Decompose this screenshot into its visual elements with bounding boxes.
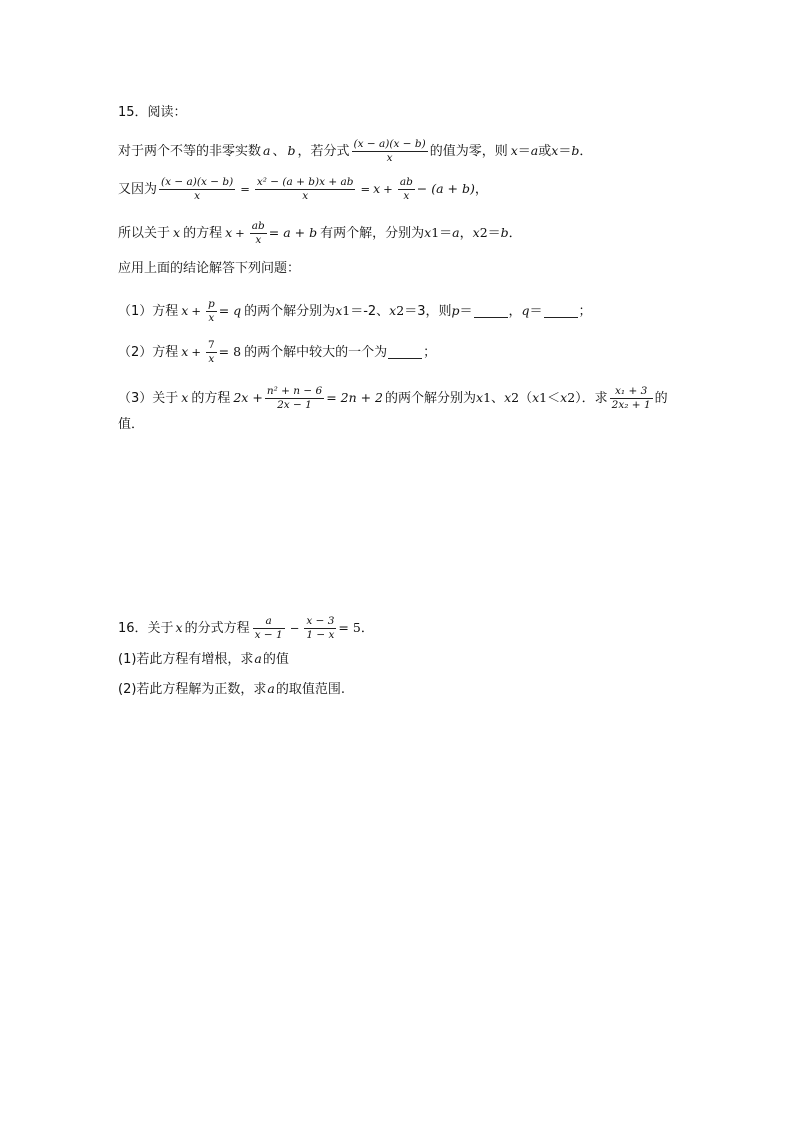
fraction <box>159 176 235 203</box>
plus-sign: + <box>383 181 393 196</box>
fraction <box>206 339 217 366</box>
expression: = 5 <box>338 620 361 636</box>
part-label: （3）关于 <box>118 391 179 407</box>
fraction-numerator: (x − a)(x − b) <box>161 176 234 188</box>
fraction-denominator: 2x₂ + 1 <box>611 399 651 412</box>
var-b: b <box>287 143 296 159</box>
var-x: x <box>532 390 540 406</box>
fraction-denominator: x <box>403 190 410 203</box>
text: 的两个解中较大的一个为 <box>244 345 388 361</box>
fraction-denominator: 2x − 1 <box>277 399 312 412</box>
text: 应用上面的结论解答下列问题： <box>118 261 301 276</box>
var-x: x <box>510 143 518 159</box>
subscript: 1 <box>483 390 492 406</box>
text: ）．求 <box>575 391 608 407</box>
text: 的两个解分别为 <box>244 304 336 320</box>
var-x: x <box>476 390 484 406</box>
q15-line3 <box>118 220 794 247</box>
fraction <box>253 615 285 642</box>
expression: 2x + <box>233 390 263 406</box>
fraction-denominator: x <box>208 353 215 366</box>
fraction <box>304 615 336 642</box>
text: 所以关于 <box>118 226 171 242</box>
text: ＝ <box>459 304 473 320</box>
answer-blank-p[interactable] <box>474 305 508 318</box>
text: ； <box>578 304 592 320</box>
plus-sign: + <box>191 303 201 318</box>
fraction <box>250 220 267 247</box>
text: 的取值范围. <box>275 682 346 697</box>
subscript: 1 <box>539 390 548 406</box>
q16-title: 16．关于 <box>118 621 174 637</box>
var-a: a <box>452 225 460 241</box>
fraction-numerator: ab <box>399 176 413 188</box>
q16-sub2 <box>118 683 794 696</box>
var-x: x <box>173 225 181 241</box>
var-x: x <box>424 225 432 241</box>
text: ； <box>423 345 437 361</box>
text: 或 <box>538 144 552 160</box>
q15-title-line <box>118 106 794 119</box>
text: (1)若此方程有增根，求 <box>118 652 254 667</box>
expression: = 8 <box>218 344 242 360</box>
var-a: a <box>267 681 275 697</box>
var-a: a <box>254 651 262 667</box>
subscript: 2 <box>396 303 405 319</box>
fraction <box>206 298 217 325</box>
fraction <box>398 176 415 203</box>
q16-line <box>118 615 794 642</box>
var-x: x <box>181 344 189 360</box>
text: ＝-2、 <box>350 304 390 320</box>
fraction-denominator: x <box>255 234 262 247</box>
fraction <box>255 176 356 203</box>
text: 又因为 <box>118 182 158 198</box>
text: ＝ <box>529 304 543 320</box>
var-b: b <box>571 143 580 159</box>
text: 的分式方程 <box>184 621 250 637</box>
expression: − (a + b) <box>416 181 475 197</box>
text: 值． <box>118 417 145 432</box>
text: (2)若此方程解为正数，求 <box>118 682 267 697</box>
var-x: x <box>175 620 183 636</box>
fraction-numerator: (x − a)(x − b) <box>353 138 426 150</box>
text: ， <box>508 304 522 320</box>
fraction-denominator: x <box>194 190 201 203</box>
var-x: x <box>551 143 559 159</box>
var-x: x <box>181 390 189 406</box>
text: ＝ <box>517 144 531 160</box>
var-x: x <box>335 303 343 319</box>
fraction-numerator: 7 <box>207 339 215 351</box>
q15-line4 <box>118 262 794 275</box>
q15-line2 <box>118 176 794 203</box>
var-q: q <box>521 303 530 319</box>
plus-sign: + <box>235 225 245 240</box>
expression: = q <box>218 303 242 319</box>
expression: = 2n + 2 <box>326 390 384 406</box>
text: 的 <box>654 391 668 407</box>
fraction-numerator: n² + n − 6 <box>266 385 323 397</box>
text: 的方程 <box>183 226 223 242</box>
fraction-numerator: p <box>207 298 215 310</box>
fraction <box>352 138 428 165</box>
fraction-numerator: x₁ + 3 <box>614 385 648 397</box>
text: 的值为零，则 <box>429 144 508 160</box>
subscript: 1 <box>431 225 440 241</box>
var-x: x <box>504 390 512 406</box>
subscript: 2 <box>567 390 576 406</box>
part-label: （2）方程 <box>118 345 179 361</box>
fraction-numerator: x² − (a + b)x + ab <box>256 176 354 188</box>
text: 、 <box>272 144 286 160</box>
var-x: x <box>373 181 381 197</box>
q16-sub1 <box>118 653 794 666</box>
fraction <box>265 385 324 412</box>
fraction-denominator: x <box>208 312 215 325</box>
text: ． <box>508 226 522 242</box>
text: ＝ <box>439 226 453 242</box>
fraction-numerator: a <box>265 615 272 627</box>
subscript: 2 <box>479 225 488 241</box>
fraction-numerator: ab <box>251 220 265 232</box>
var-x: x <box>472 225 480 241</box>
text: 对于两个不等的非零实数 <box>118 144 262 160</box>
text: ，若分式 <box>297 144 350 160</box>
text: ， <box>459 226 473 242</box>
var-a: a <box>263 143 271 159</box>
var-x: x <box>181 303 189 319</box>
fraction <box>610 385 653 412</box>
expression: = a + b <box>268 225 318 241</box>
text: 的值 <box>262 652 289 667</box>
text: ＝ <box>487 226 501 242</box>
fraction-numerator: x − 3 <box>306 615 335 627</box>
q15-part3 <box>118 385 794 412</box>
var-p: p <box>451 303 460 319</box>
var-x: x <box>225 225 233 241</box>
q15-title: 15．阅读： <box>118 105 187 120</box>
var-x: x <box>389 303 397 319</box>
text: ， <box>474 182 488 198</box>
text: ． <box>579 144 593 160</box>
q15-line1 <box>118 138 794 165</box>
fraction-denominator: x <box>302 190 309 203</box>
fraction-denominator: x <box>386 152 393 165</box>
subscript: 1 <box>342 303 351 319</box>
equals-sign: = <box>360 181 371 196</box>
text: ＝3，则 <box>404 304 452 320</box>
text: ． <box>360 621 374 637</box>
answer-blank-larger-root[interactable] <box>388 346 422 359</box>
text: 的两个解分别为 <box>385 391 477 407</box>
answer-blank-q[interactable] <box>544 305 578 318</box>
q15-part1 <box>118 298 794 325</box>
var-x: x <box>560 390 568 406</box>
text: （ <box>519 391 533 407</box>
fraction-denominator: x − 1 <box>254 629 283 642</box>
text: ＜ <box>547 391 561 407</box>
q15-part2 <box>118 339 794 366</box>
var-b: b <box>500 225 509 241</box>
text: 有两个解，分别为 <box>320 226 425 242</box>
text: ＝ <box>558 144 572 160</box>
plus-sign: + <box>191 344 201 359</box>
q15-part3-cont <box>118 418 794 431</box>
equals-sign: = <box>240 181 250 196</box>
minus-sign: − <box>289 620 300 635</box>
part-label: （1）方程 <box>118 304 179 320</box>
subscript: 2 <box>511 390 520 406</box>
text: 的方程 <box>191 391 231 407</box>
var-a: a <box>530 143 539 159</box>
text: 、 <box>491 391 505 407</box>
fraction-denominator: 1 − x <box>306 629 335 642</box>
